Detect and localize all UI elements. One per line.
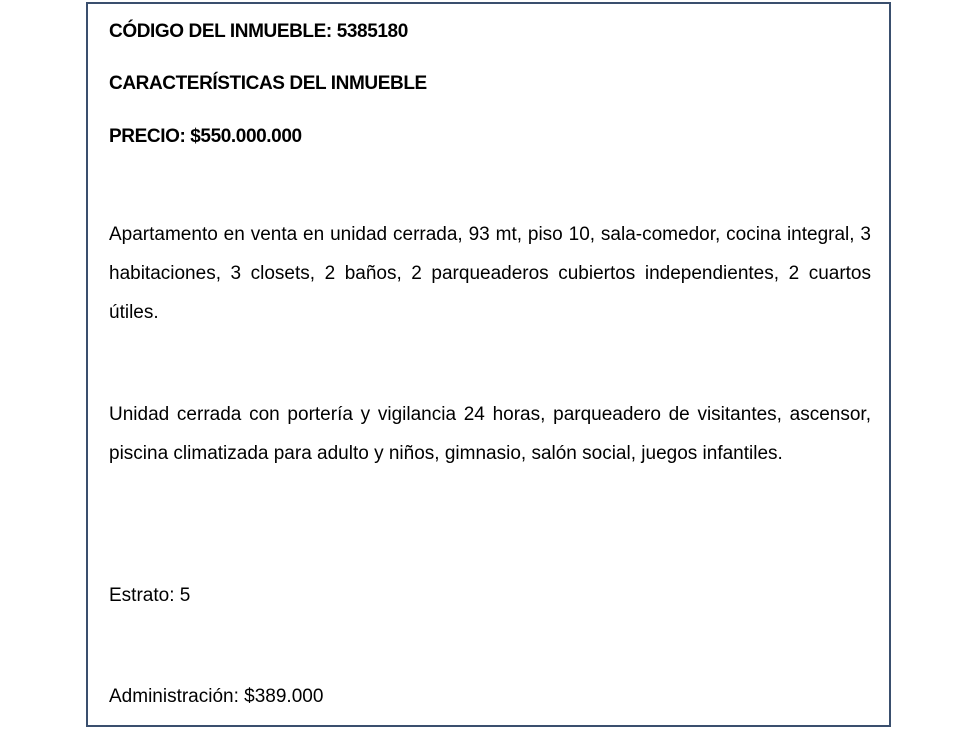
document-frame: [86, 2, 891, 727]
administration-fee: Administración: $389.000: [109, 686, 324, 707]
features-heading: CARACTERÍSTICAS DEL INMUEBLE: [109, 73, 427, 94]
property-code: CÓDIGO DEL INMUEBLE: 5385180: [109, 21, 408, 42]
stratum-line: Estrato: 5: [109, 585, 191, 606]
amenities-description: Unidad cerrada con portería y vigilancia 24 horas, parqueadero de visitantes, ascensor, piscina climatizada para adulto y niños, gimnasio, salón social, juegos infantiles.: [109, 404, 871, 464]
apartment-description: Apartamento en venta en unidad cerrada, 93 mt, piso 10, sala-comedor, cocina integral, 3 habitaciones, 3 closets, 2 baños, 2 parqueaderos cubiertos independientes, 2 cuartos útiles.: [109, 224, 871, 323]
price-line: PRECIO: $550.000.000: [109, 126, 302, 147]
